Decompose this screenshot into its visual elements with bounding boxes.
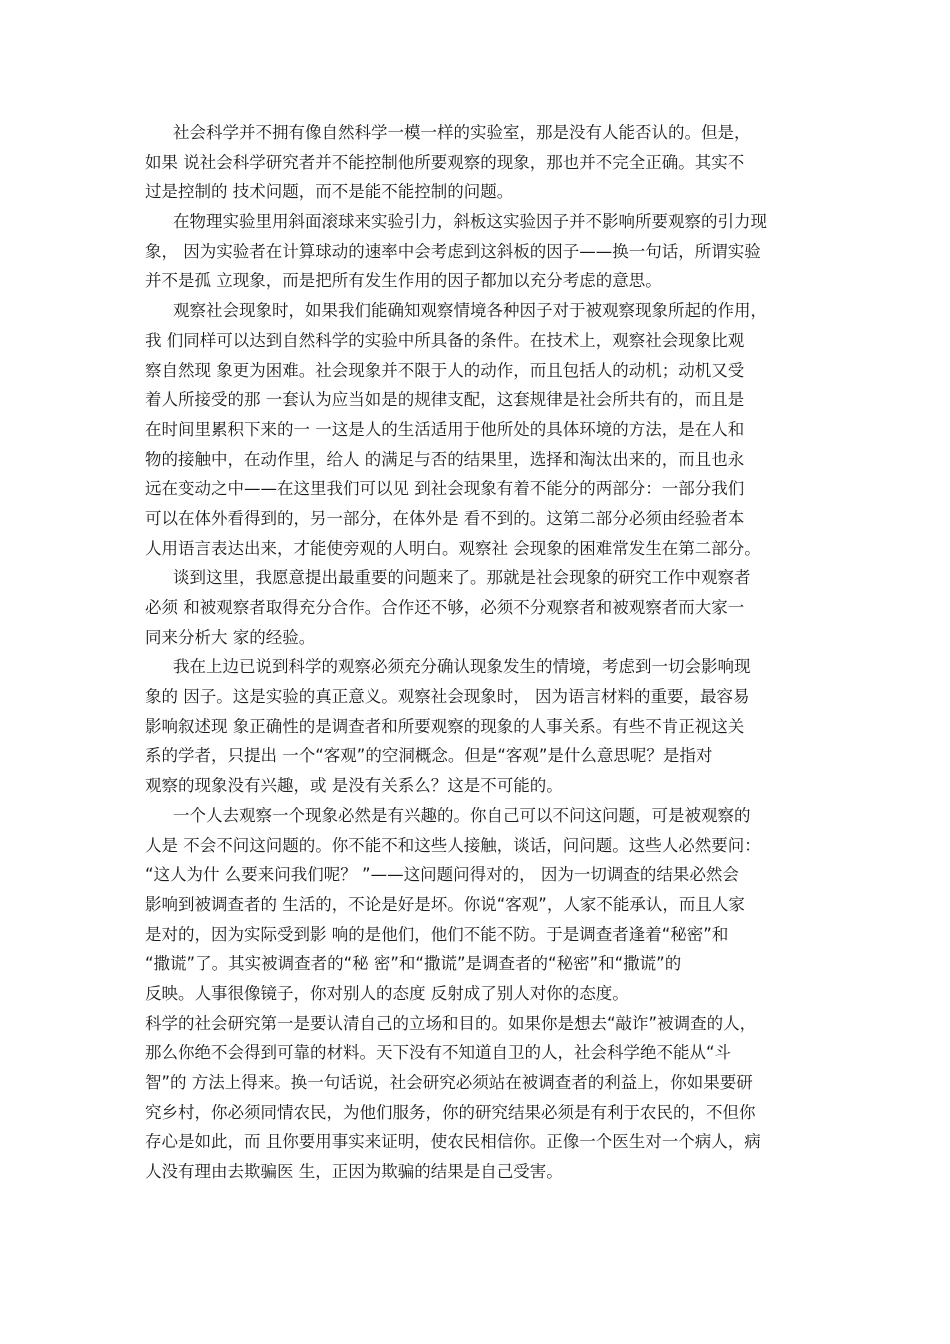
text-line: 系的学者，只提出 一个“客观”的空洞概念。但是“客观”是什么意思呢？是指对: [145, 746, 713, 766]
text-line: 人没有理由去欺骗医 生，正因为欺骗的结果是自己受害。: [145, 1162, 563, 1182]
paragraph: [145, 801, 810, 1009]
text-line: 究乡村，你必须同情农民，为他们服务，你的研究结果必须是有利于农民的，不但你: [145, 1102, 756, 1122]
text-line: 象， 因为实验者在计算球动的速率中会考虑到这斜板的因子——换一句话，所谓实验: [145, 241, 761, 261]
paragraph: [145, 207, 810, 296]
text-line: 社会科学并不拥有像自然科学一模一样的实验室，那是没有人能否认的。但是，: [173, 123, 751, 142]
text-line: 人用语言表达出来，才能使旁观的人明白。观察社 会现象的困难常发生在第二部分。: [145, 538, 761, 558]
text-line: 同来分析大 家的经验。: [145, 627, 316, 647]
paragraph: [145, 563, 810, 652]
paragraph: [145, 118, 810, 207]
text-line: 如果 说社会科学研究者并不能控制他所要观察的现象，那也并不完全正确。其实不: [145, 152, 745, 172]
text-line: 科学的社会研究第一是要认清自己的立场和目的。如果你是想去“敲诈”被调查的人，: [145, 1013, 757, 1033]
text-line: 并不是孤 立现象，而是把所有发生作用的因子都加以充分考虑的意思。: [145, 271, 662, 291]
text-line: 影响到被调查者的 生活的，不论是好是坏。你说“客观”，人家不能承认，而且人家: [145, 894, 745, 914]
text-line: 反映。人事很像镜子，你对别人的态度 反射成了别人对你的态度。: [145, 983, 629, 1003]
text-line: 我在上边已说到科学的观察必须充分确认现象发生的情境，考虑到一切会影响现: [173, 657, 751, 677]
text-line: 在物理实验里用斜面滚球来实验引力，斜板这实验因子并不影响所要观察的引力现: [173, 212, 767, 232]
text-line: 那么你绝不会得到可靠的材料。天下没有不知道自卫的人，社会科学绝不能从“斗: [145, 1043, 732, 1063]
paragraph: [145, 652, 810, 800]
text-line: 象的 因子。这是实验的真正意义。观察社会现象时， 因为语言材料的重要，最容易: [145, 687, 750, 707]
text-line: “撒谎”了。其实被调查者的“秘 密”和“撒谎”是调查者的“秘密”和“撒谎”的: [145, 954, 682, 974]
text-line: 观察社会现象时，如果我们能确知观察情境各种因子对于被观察现象所起的作用，: [173, 301, 767, 321]
text-line: 影响叙述现 象正确性的是调查者和所要观察的现象的人事关系。有些不肯正视这关: [145, 716, 745, 736]
document-body: [145, 118, 810, 1187]
text-line: 存心是如此，而 且你要用事实来证明，使农民相信你。正像一个医生对一个病人，病: [145, 1132, 761, 1152]
text-line: 察自然现 象更为困难。社会现象并不限于人的动作，而且包括人的动机；动机又受: [145, 360, 745, 380]
text-line: 远在变动之中——在这里我们可以见 到社会现象有着不能分的两部分：一部分我们: [145, 479, 745, 499]
paragraph: [145, 1009, 810, 1187]
paragraph: [145, 296, 810, 563]
text-line: 智”的 方法上得来。换一句话说，社会研究必须站在被调查者的利益上，你如果要研: [145, 1073, 753, 1092]
text-line: 我 们同样可以达到自然科学的实验中所具备的条件。在技术上，观察社会现象比观: [145, 330, 745, 350]
text-line: 过是控制的 技术问题，而不是能不能控制的问题。: [145, 182, 514, 202]
text-line: “这人为什 么要来问我们呢？ ”——这问题问得对的， 因为一切调查的结果必然会: [145, 865, 739, 885]
text-line: 物的接触中，在动作里，给人 的满足与否的结果里，选择和淘汰出来的，而且也永: [145, 449, 745, 469]
text-line: 谈到这里，我愿意提出最重要的问题来了。那就是社会现象的研究工作中观察者: [173, 568, 751, 588]
text-line: 一个人去观察一个现象必然是有兴趣的。你自己可以不问这问题，可是被观察的: [173, 805, 751, 825]
text-line: 必须 和被观察者取得充分合作。合作还不够，必须不分观察者和被观察者而大家一: [145, 598, 745, 617]
text-line: 观察的现象没有兴趣，或 是没有关系么？这是不可能的。: [145, 776, 563, 796]
text-line: 在时间里累积下来的一 一这是人的生活适用于他所处的具体环境的方法，是在人和: [145, 419, 745, 439]
text-line: 是对的，因为实际受到影 响的是他们，他们不能不防。于是调查者逢着“秘密”和: [145, 924, 729, 944]
text-line: 着人所接受的那 一套认为应当如是的规律支配，这套规律是社会所共有的，而且是: [145, 390, 745, 410]
text-line: 人是 不会不问这问题的。你不能不和这些人接触，谈话，问问题。这些人必然要问：: [145, 835, 761, 855]
text-line: 可以在体外看得到的，另一部分，在体外是 看不到的。这第二部分必须由经验者本: [145, 508, 745, 528]
